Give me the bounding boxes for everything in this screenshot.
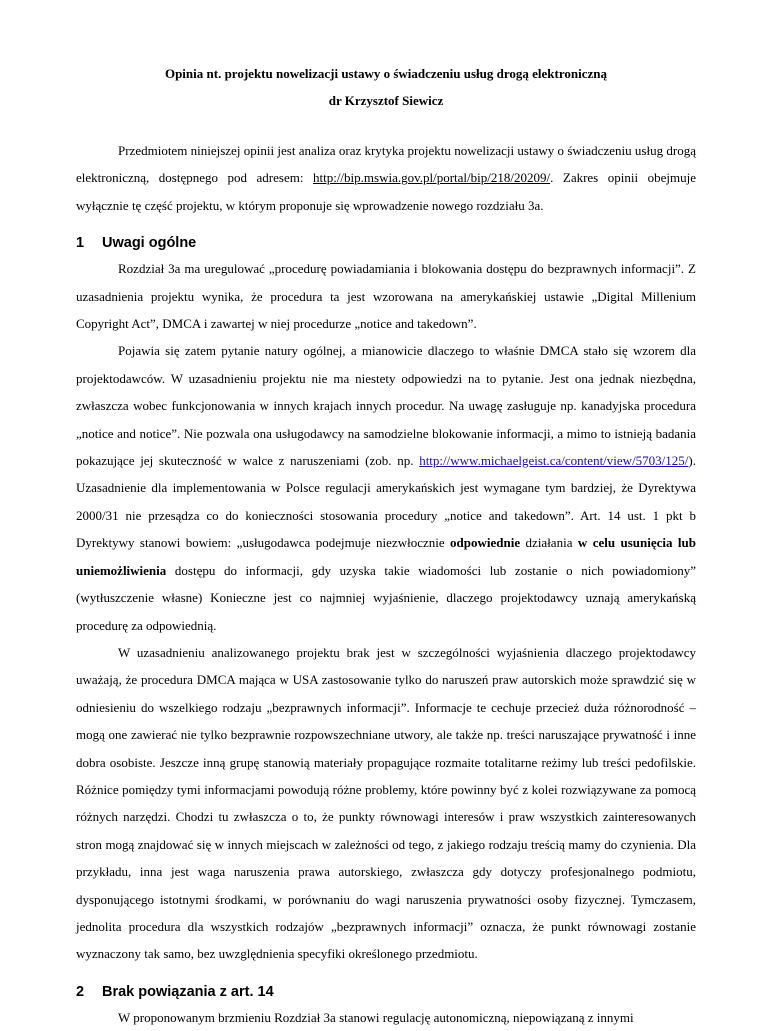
intro-paragraph <box>76 137 696 219</box>
paragraph-text: ). Uzasadnienie dla implementowania w Polsce regulacji amerykańskich jest wymagane tym bardziej, że Dyrektywa 2000/31 nie przesądza co do konieczności stosowania procedury „notice and takedown”. Art. 14 ust. 1 pkt b Dyrektywy stanowi bowiem: „usługodawca podejmuje niezwłocznie <box>76 453 696 551</box>
paragraph-text: Pojawia się zatem pytanie natury ogólnej, a mianowicie dlaczego to właśnie DMCA stało się wzorem dla projektodawców. W uzasadnieniu projektu nie ma niestety odpowiedzi na to pytanie. Jest ona jednak niezbędna, zwłaszcza wobec funkcjonowania w innych krajach innych procedur. Na uwagę zasługuje np. kanadyjska procedura „notice and notice”. Nie pozwala ona usługodawcy na samodzielne blokowanie informacji, a mimo to istnieją badania pokazujące jej skuteczność w walce z naruszeniami (zob. np. <box>76 343 696 469</box>
section1-paragraph-1: Rozdział 3a ma uregulować „procedurę powiadamiania i blokowania dostępu do bezprawnych informacji”. Z uzasadnienia projektu wynika, że procedura ta jest wzorowana na amerykańskiej ustawie „Digital Millenium Copyright Act”, DMCA i zawartej w niej procedurze „notice and takedown”. <box>76 261 696 332</box>
document-title: Opinia nt. projektu nowelizacji ustawy o świadczeniu usług drogą elektroniczną <box>164 66 608 81</box>
section1-paragraph-2 <box>76 337 696 638</box>
section-title: Uwagi ogólne <box>102 235 197 252</box>
section-title: Brak powiązania z art. 14 <box>102 983 274 1000</box>
intro-text-end: . Zakres opinii obejmuje wyłącznie tę część projektu, w którym proponuje się wprowadzenie nowego rozdziału 3a. <box>76 170 696 213</box>
bold-text: w celu usunięcia lub uniemożliwienia <box>76 535 697 578</box>
section-number: 1 <box>76 235 85 252</box>
section2-paragraph-1: W proponowanym brzmieniu Rozdział 3a stanowi regulację autonomiczną, niepowiązaną z innymi <box>118 1009 634 1025</box>
section-heading-1 <box>76 231 696 255</box>
section-heading-2 <box>76 980 696 1004</box>
section-number: 2 <box>76 983 85 1000</box>
paragraph-text: dostępu do informacji, gdy uzyska takie wiadomości lub zostanie o nich powiadomiony” (wytłuszczenie własne) Konieczne jest co najmniej wyjaśnienie, dlaczego projektodawcy uznają amerykańską procedurę za odpowiednią. <box>76 562 696 633</box>
document-author: dr Krzysztof Siewicz <box>328 93 444 108</box>
michaelgeist-link[interactable]: http://www.michaelgeist.ca/content/view/5703/125/ <box>419 453 689 469</box>
bold-text: odpowiednie <box>450 535 521 551</box>
intro-link[interactable]: http://bip.mswia.gov.pl/portal/bip/218/20209/ <box>312 170 551 186</box>
section1-paragraph-3: W uzasadnieniu analizowanego projektu brak jest w szczególności wyjaśnienia dlaczego projektodawcy uważają, że procedura DMCA mająca w USA zastosowanie tylko do naruszeń praw autorskich może sprawdzić się w odniesieniu do wszelkiego rodzaju „bezprawnych informacji”. Informacje te cechuje przecież duża różnorodność – mogą one zawierać nie tylko bezprawnie rozpowszechniane utwory, ale także np. treści naruszające prywatność i inne dobra osobiste. Jeszcze inną grupę stanowią materiały propagujące rozmaite totalitarne reżimy lub treści pedofilskie. Różnice pomiędzy tymi informacjami powodują różne problemy, które powinny być z kolei rozwiązywane za pomocą różnych narzędzi. Chodzi tu zwłaszcza o to, że punkty równowagi interesów i praw wszystkich zainteresowanych stron mogą znajdować się w innych miejscach w zależności od tego, z jakiego rodzaju treścią mamy do czynienia. Dla przykładu, inna jest waga naruszenia prawa autorskiego, zwłaszcza gdy dotyczy profesjonalnego podmiotu, dysponującego istotnymi środkami, w porównaniu do wagi naruszenia prywatności osoby fizycznej. Tymczasem, jednolita procedura dla wszystkich rodzajów „bezprawnych informacji” oznacza, że punkt równowagi zostanie wyznaczony tak samo, bez uwzględnienia specyfiki określonego przedmiotu. <box>76 644 696 962</box>
intro-text: Przedmiotem niniejszej opinii jest analiza oraz krytyka projektu nowelizacji ustawy o świadczeniu usług drogą elektroniczną, dostępnego pod adresem: <box>76 143 696 186</box>
document-page <box>76 60 696 1031</box>
paragraph-text: działania <box>520 535 578 551</box>
